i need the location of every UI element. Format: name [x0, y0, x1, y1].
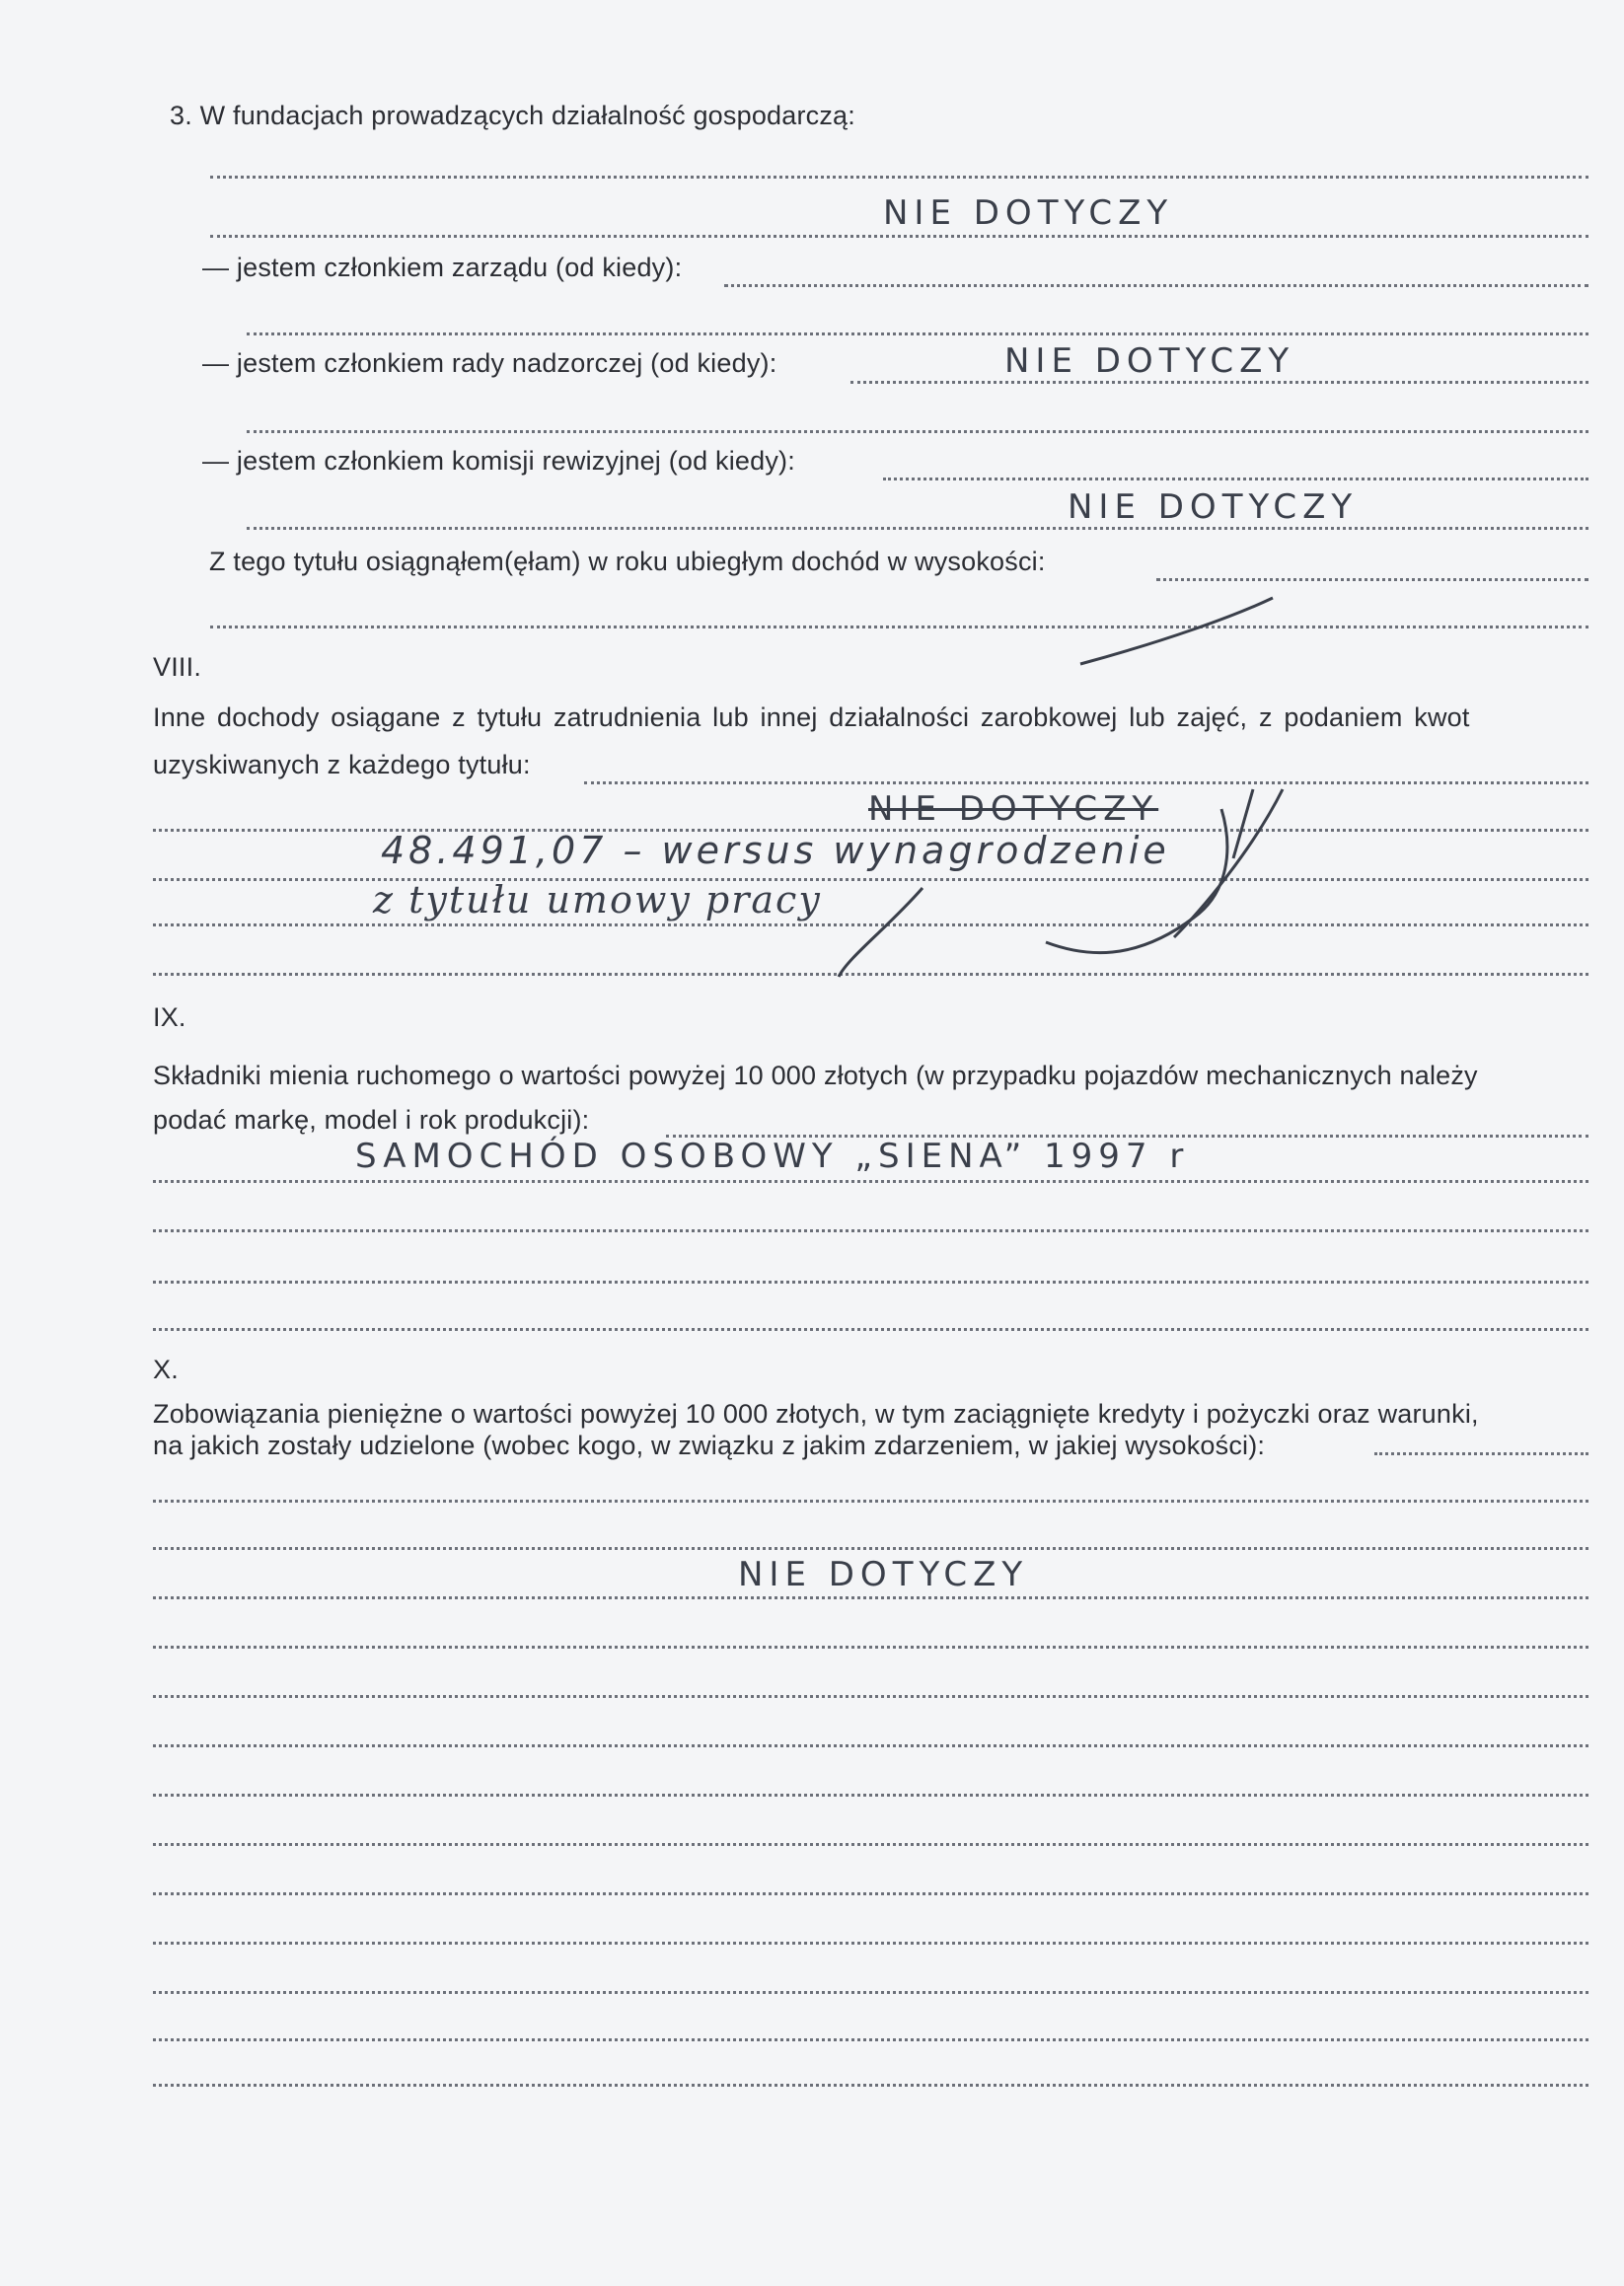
dotted-line	[247, 430, 1588, 433]
dotted-line	[153, 1596, 1588, 1599]
section3-heading: 3. W fundacjach prowadzących działalność gospodarczą:	[170, 101, 855, 130]
section9-number: IX.	[153, 1002, 186, 1032]
dotted-line	[153, 1695, 1588, 1698]
dotted-line	[153, 1646, 1588, 1649]
dotted-line	[153, 1744, 1588, 1747]
section3-handwritten-answer: NIE DOTYCZY	[883, 193, 1174, 233]
dotted-line	[153, 1500, 1588, 1503]
dotted-line	[1156, 578, 1588, 581]
dotted-line	[584, 781, 1588, 784]
dotted-line	[153, 1843, 1588, 1846]
dotted-line	[153, 923, 1588, 926]
section10-text-line2: na jakich zostały udzielone (wobec kogo, w związku z jakim zdarzeniem, w jakiej wysokości):	[153, 1431, 1266, 1460]
dotted-line	[153, 1892, 1588, 1895]
dotted-line	[850, 381, 1588, 384]
dotted-line	[210, 626, 1588, 628]
dotted-line	[1374, 1452, 1588, 1455]
section8-diagonal-stroke-2	[1233, 789, 1253, 858]
dotted-line	[153, 1281, 1588, 1284]
section8-tail-stroke	[839, 888, 923, 977]
dotted-line	[153, 1991, 1588, 1994]
section8-text-line1: Inne dochody osiągane z tytułu zatrudnienia lub innej działalności zarobkowej lub zajęć, z podaniem kwot	[153, 702, 1470, 732]
section9-text-line1: Składniki mienia ruchomego o wartości powyżej 10 000 złotych (w przypadku pojazdów mechanicznych należy	[153, 1061, 1478, 1090]
audit-committee-handwritten-answer: NIE DOTYCZY	[1068, 487, 1359, 527]
section10-text-line1: Zobowiązania pieniężne o wartości powyżej 10 000 złotych, w tym zaciągnięte kredyty i pożyczki oraz warunki,	[153, 1399, 1479, 1429]
dotted-line	[153, 878, 1588, 881]
dotted-line	[153, 973, 1588, 976]
section8-diagonal-stroke-1	[1174, 789, 1283, 937]
dotted-line	[210, 235, 1588, 238]
supervisory-board-label: — jestem członkiem rady nadzorczej (od kiedy):	[202, 348, 777, 378]
dotted-line	[153, 1229, 1588, 1232]
dotted-line	[153, 1328, 1588, 1331]
section8-struck-answer: NIE DOTYCZY	[868, 789, 1159, 829]
dotted-line	[724, 284, 1588, 287]
section10-handwritten-answer: NIE DOTYCZY	[738, 1555, 1029, 1594]
dotted-line	[247, 332, 1588, 335]
dotted-line	[153, 1180, 1588, 1183]
dotted-line	[153, 2084, 1588, 2087]
section9-text-line2: podać markę, model i rok produkcji):	[153, 1105, 590, 1135]
section8-text-line2: uzyskiwanych z każdego tytułu:	[153, 750, 531, 779]
dotted-line	[210, 176, 1588, 179]
section8-number: VIII.	[153, 652, 202, 682]
income-cross-out-stroke	[1080, 598, 1273, 664]
dotted-line	[153, 1547, 1588, 1550]
income-label: Z tego tytułu osiągnąłem(ęłam) w roku ubiegłym dochód w wysokości:	[209, 547, 1046, 576]
dotted-line	[247, 527, 1588, 530]
dotted-line	[153, 1942, 1588, 1945]
supervisory-board-handwritten-answer: NIE DOTYCZY	[1004, 341, 1295, 381]
section10-number: X.	[153, 1355, 179, 1384]
dotted-line	[153, 1794, 1588, 1797]
dotted-line	[153, 2038, 1588, 2041]
section8-handwritten-answer-line2: z tytułu umowy pracy	[373, 878, 822, 922]
dotted-line	[883, 478, 1588, 480]
section9-handwritten-answer: SAMOCHÓD OSOBOWY „SIENA” 1997 r	[355, 1137, 1190, 1176]
section8-handwritten-answer-line1: 48.491,07 – wersus wynagrodzenie	[381, 829, 1170, 872]
board-member-label: — jestem członkiem zarządu (od kiedy):	[202, 253, 683, 282]
audit-committee-label: — jestem członkiem komisji rewizyjnej (od kiedy):	[202, 446, 795, 476]
